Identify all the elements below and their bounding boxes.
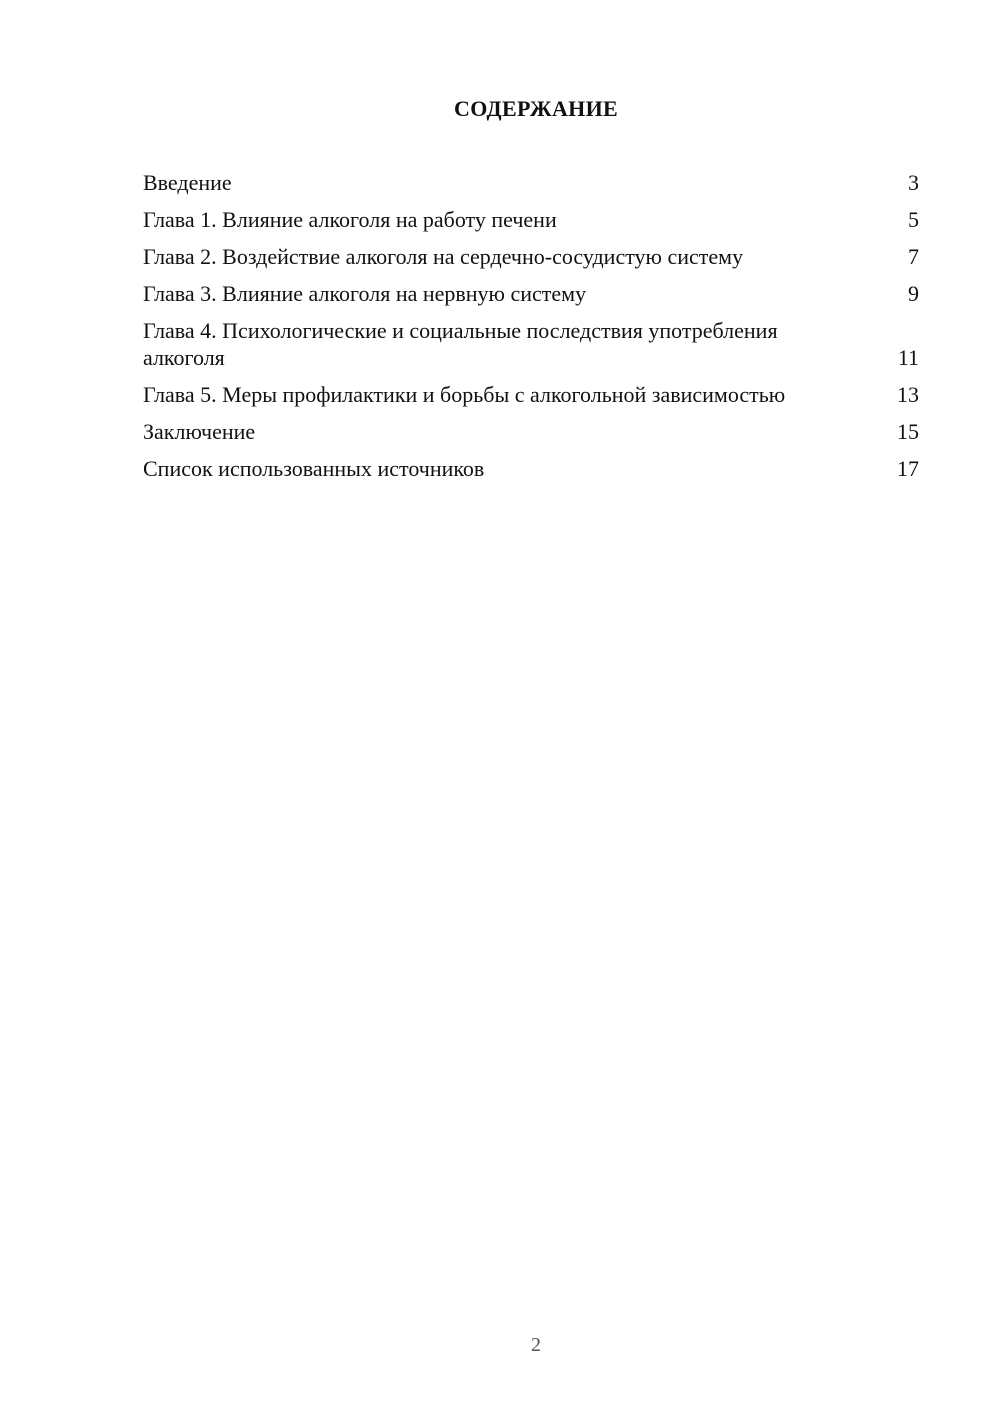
toc-entry-text: Глава 5. Меры профилактики и борьбы с алкогольной зависимостью — [143, 381, 786, 407]
toc-entry-page: 3 — [908, 170, 919, 195]
toc-entry — [143, 318, 919, 371]
toc-title: СОДЕРЖАНИЕ — [454, 96, 618, 121]
toc-entry — [143, 456, 919, 483]
toc-entry-text: Глава 1. Влияние алкоголя на работу печени — [143, 207, 557, 232]
toc-entry-page: 11 — [897, 344, 919, 370]
toc-entry-page: 15 — [897, 418, 919, 444]
toc-entry-page: 5 — [908, 207, 919, 232]
toc-entry-text: Глава 3. Влияние алкоголя на нервную систему — [143, 281, 587, 306]
table-of-contents — [143, 170, 919, 493]
toc-entry-text: Глава 4. Психологические и социальные последствия употребления алкоголя — [143, 318, 778, 370]
toc-entry — [143, 382, 919, 409]
toc-entry — [143, 207, 919, 234]
toc-entry-text: Глава 2. Воздействие алкоголя на сердечно-сосудистую систему — [143, 244, 744, 269]
toc-entry-text: Список использованных источников — [143, 455, 485, 481]
toc-entry — [143, 170, 919, 197]
toc-entry — [143, 281, 919, 308]
toc-entry-text: Заключение — [143, 418, 256, 444]
toc-entry-text: Введение — [143, 170, 232, 195]
toc-entry-page: 17 — [897, 455, 919, 481]
toc-entry — [143, 244, 919, 271]
toc-entry-page: 13 — [897, 381, 919, 407]
page-number: 2 — [531, 1334, 541, 1356]
toc-entry-page: 7 — [908, 244, 919, 269]
toc-entry — [143, 419, 919, 446]
toc-entry-page: 9 — [908, 281, 919, 306]
